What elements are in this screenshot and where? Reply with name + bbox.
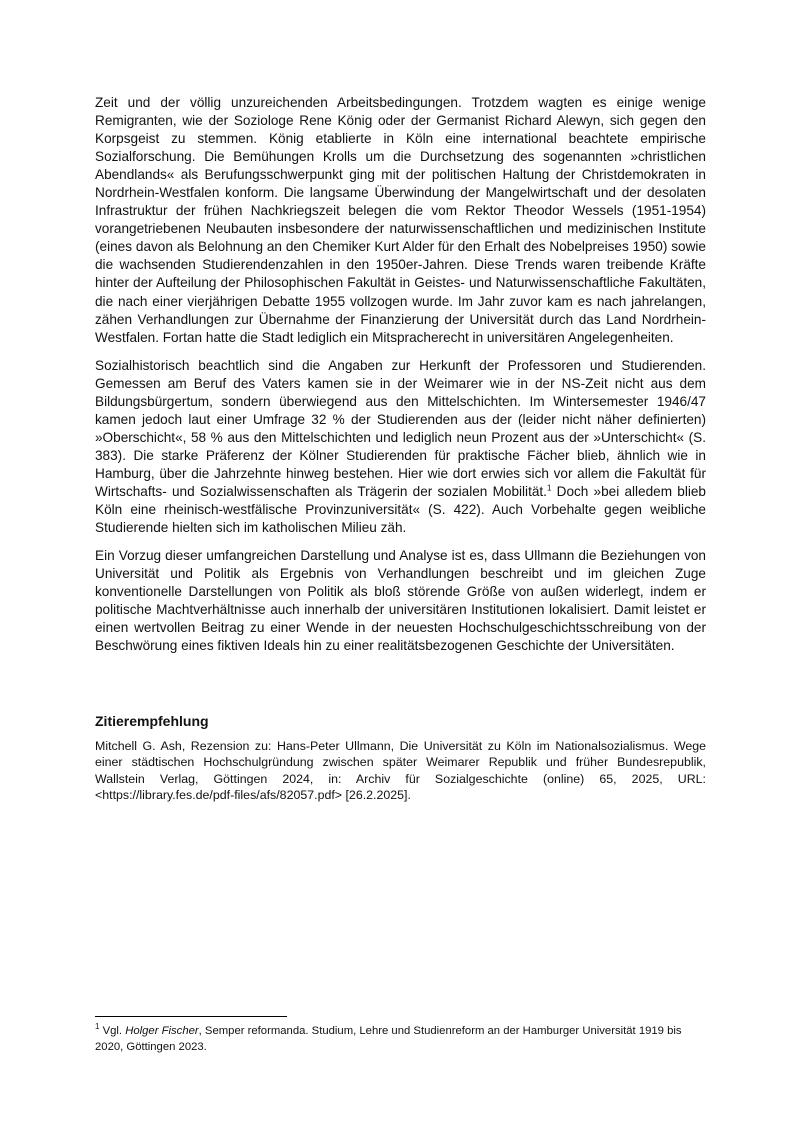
footnote-author: Holger Fischer [125,1025,199,1037]
footnote-separator [95,1016,287,1017]
footnote-text: , Semper reformanda. Studium, Lehre und Studienreform an der Hamburger Universität 1919 bis 2020, Göttingen 2023. [95,1025,682,1053]
footnote-mark: 1 [95,1022,100,1032]
paragraph: Ein Vorzug dieser umfangreichen Darstellung und Analyse ist es, dass Ullmann die Beziehungen von Universität und Politik als Ergebnis von Verhandlungen beschreibt und im gleichen Zuge konventionelle Darstellungen von Politik als bloß störende Größe von außen widerlegt, indem er politische Machtverhältnisse auch innerhalb der universitären Institutionen lokalisiert. Damit leistet er einen wertvollen Beitrag zu einer Wende in der neuesten Hochschulgeschichtsschreibung von der Beschwörung eines fiktiven Ideals hin zu einer realitätsbezogenen Geschichte der Universitäten. [95,548,706,654]
main-text [95,94,706,665]
citation-heading: Zitierempfehlung [95,713,209,729]
footnote [95,1024,706,1055]
citation-section [95,712,706,803]
paragraph-text: Sozialhistorisch beachtlich sind die Angaben zur Herkunft der Professoren und Studierenden. Gemessen am Beruf des Vaters kamen sie in der Weimarer wie in der NS-Zeit nicht aus dem Bildungsbürgertum, sondern überwiegend aus den Mittelschichten. Im Wintersemester 1946/47 kamen jedoch laut einer Umfrage 32 % der Studierenden aus der (leider nicht näher definierten) »Oberschicht«, 58 % aus den Mittelschichten und lediglich neun Prozent aus der »Unterschicht« (S. 383). Die starke Präferenz der Kölner Studierenden für praktische Fächer blieb, ähnlich wie in Hamburg, über die Jahrzehnte hinweg bestehen. Hier wie dort erwies sich vor allem die Fakultät für Wirtschafts- und Sozialwissenschaften als Trägerin der sozialen Mobilität. [95,357,706,499]
paragraph: Zeit und der völlig unzureichenden Arbeitsbedingungen. Trotzdem wagten es einige wenige Remigranten, wie der Soziologe Rene König oder der Germanist Richard Alewyn, sich gegen den Korpsgeist zu stemmen. König etablierte in Köln eine international beachtete empirische Sozialforschung. Die Bemühungen Krolls um die Durchsetzung des sogenannten »christlichen Abendlands« als Berufungsschwerpunkt ging mit der politischen Haltung der Christdemokraten in Nordrhein-Westfalen konform. Die langsame Überwindung der Mangelwirtschaft und der desolaten Infrastruktur der frühen Nachkriegszeit belegen die vom Rektor Theodor Wessels (1951-1954) vorangetriebenen Neubauten insbesondere der naturwissenschaftlichen und medizinischen Institute (eines davon als Belohnung an den Chemiker Kurt Alder für den Erhalt des Nobelpreises 1950) sowie die wachsenden Studierendenzahlen in den 1950er-Jahren. Diese Trends waren treibende Kräfte hinter der Aufteilung der Philosophischen Fakultät in Geistes- und Naturwissenschaftliche Fakultäten, die nach einer vierjährigen Debatte 1955 vollzogen wurde. Im Jahr zuvor kam es nach jahrelangen, zähen Verhandlungen zur Übernahme der Finanzierung der Universität durch das Land Nordrhein-Westfalen. Fortan hatte die Stadt lediglich ein Mitspracherecht in universitären Angelegenheiten. [95,95,706,345]
footnote-reference[interactable]: 1 [546,483,552,493]
citation-text: Mitchell G. Ash, Rezension zu: Hans-Peter Ullmann, Die Universität zu Köln im Nationalsozialismus. Wege einer städtischen Hochschulgründung zwischen später Weimarer Republik und früher Bundesrepublik, Wallstein Verlag, Göttingen 2024, in: Archiv für Sozialgeschichte (online) 65, 2025, URL: <https://library.fes.de/pdf-files/afs/82057.pdf> [26.2.2025]. [95,739,706,802]
paragraph-text: Doch »bei alledem blieb Köln eine rheinisch-westfälische Provinzuniversität« (S. 422). Auch Vorbehalte gegen weibliche Studierende hielten sich im katholischen Milieu zäh. [95,483,706,536]
paragraph [95,357,706,537]
footnote-prefix: Vgl. [99,1025,126,1037]
